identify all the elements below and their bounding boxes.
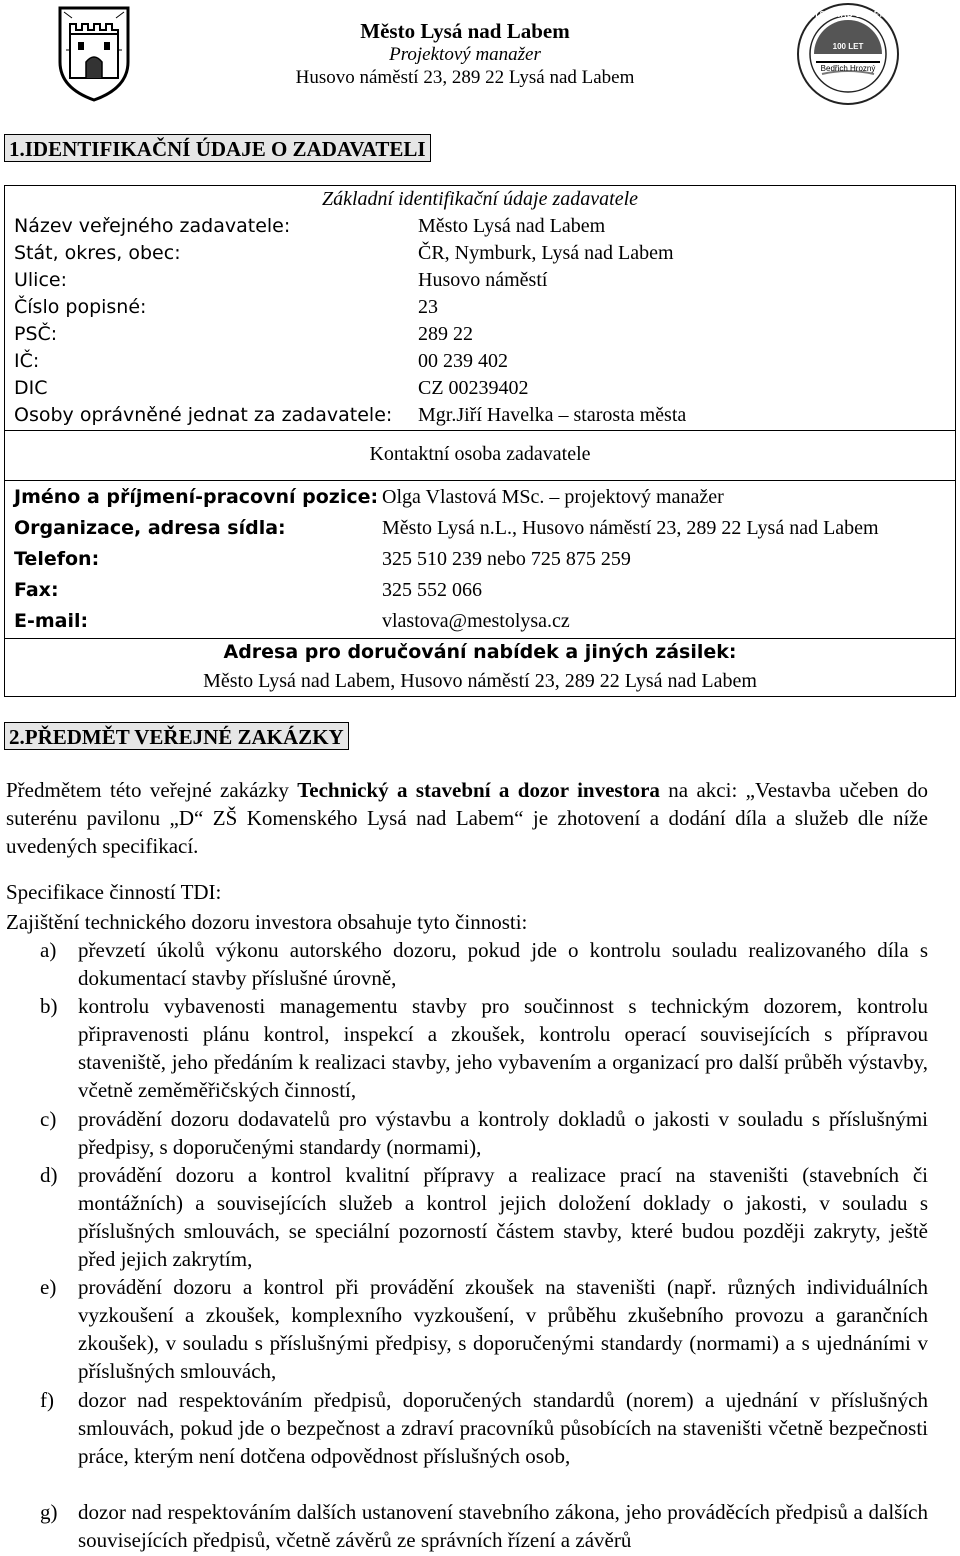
delivery-address: Město Lysá nad Labem, Husovo náměstí 23, 289 22 Lysá nad Labem (203, 670, 757, 692)
row-label: IČ: (14, 350, 40, 372)
row-label: DIC (14, 377, 48, 399)
seal-years: 100 LET (832, 42, 864, 51)
row-value: CZ 00239402 (418, 377, 529, 399)
seal-top-text: LYSÁ NAD LABEM (809, 10, 887, 19)
spec-heading: Specifikace činností TDI: (6, 880, 222, 904)
contact-value: Olga Vlastová MSc. – projektový manažer (382, 486, 724, 508)
list-item-text: provádění dozoru a kontrol kvalitní přípravy a realizace prací na staveništi (stavebních či montážních) a souvisejících služeb a kontrol jejich doložení doklady o jakosti, v souladu s příslušných smlouvách, se speciální pozorností částem stavby, které budou později zakryty, ještě před jejich zakrytím, (78, 1163, 928, 1271)
row-label: PSČ: (14, 323, 58, 345)
header-town: Město Lysá nad Labem (360, 19, 570, 43)
row-value: 00 239 402 (418, 350, 508, 372)
contact-label: Organizace, adresa sídla: (14, 517, 286, 539)
intro-text: na akci: „Vestavba učeben do suterénu pavilonu „D“ ZŠ Komenského Lysá nad Labem“ je zhotovení a dodání díla a služeb dle níže uvedených specifikací. (6, 778, 929, 858)
intro-text: Předmětem této veřejné zakázky (6, 778, 298, 802)
section-2-title: 2.PŘEDMĚT VEŘEJNÉ ZAKÁZKY (4, 722, 349, 750)
contact-label: Jméno a příjmení-pracovní pozice: (14, 486, 379, 508)
seal-brewery: Bedřich Hrozný (820, 64, 876, 73)
contact-value: 325 510 239 nebo 725 875 259 (382, 548, 631, 570)
list-item-letter: b) (40, 994, 58, 1018)
contact-label: Fax: (14, 579, 59, 601)
row-label: Název veřejného zadavatele: (14, 215, 291, 237)
list-item-text: dozor nad respektováním dalších ustanovení stavebního zákona, jeho prováděcích předpisů a dalších souvisejících předpisů, včetně závěrů ze správních řízení a závěrů (78, 1500, 928, 1552)
table-divider (4, 430, 956, 431)
header-address: Husovo náměstí 23, 289 22 Lysá nad Labem (295, 67, 635, 88)
list-item-text: provádění dozoru a kontrol při provádění zkoušek na staveništi (např. různých individuálních vyzkoušení a zkoušek, komplexního vyzkoušení, v průběhu zkušebního provozu a garančních zkoušek), v souladu s příslušnými předpisy, s doporučenými standardy (normami) a s ujednáními v příslušných smlouvách, (78, 1275, 928, 1383)
contact-title: Kontaktní osoba zadavatele (369, 443, 591, 465)
row-label: Číslo popisné: (14, 296, 147, 318)
header-role: Projektový manažer (389, 44, 541, 65)
table-title: Základní identifikační údaje zadavatele (321, 188, 639, 210)
row-label: Osoby oprávněné jednat za zadavatele: (14, 404, 393, 426)
row-value: 23 (418, 296, 438, 318)
coat-of-arms-logo (56, 4, 132, 102)
intro-bold-text: Technický a stavební a dozor investora (297, 778, 660, 802)
contact-label: Telefon: (14, 548, 100, 570)
list-item-letter: a) (40, 938, 57, 962)
row-label: Stát, okres, obec: (14, 242, 181, 264)
contact-value: 325 552 066 (382, 579, 482, 601)
intro-paragraph (6, 776, 928, 860)
list-item-text: převzetí úkolů výkonu autorského dozoru, pokud jde o kontrolu souladu realizovaného díla s dokumentací stavby příslušné úrovně, (78, 938, 928, 990)
section-1-title: 1.IDENTIFIKAČNÍ ÚDAJE O ZADAVATELI (4, 134, 431, 162)
anniversary-seal-logo (796, 2, 900, 106)
list-item-letter: d) (40, 1163, 58, 1187)
list-item-letter: g) (40, 1500, 58, 1524)
list-item-letter: c) (40, 1107, 57, 1131)
row-value: Město Lysá nad Labem (418, 215, 606, 237)
row-value: ČR, Nymburk, Lysá nad Labem (418, 242, 674, 264)
contact-value: Město Lysá n.L., Husovo náměstí 23, 289 22 Lysá nad Labem (382, 517, 879, 539)
list-item-text: dozor nad respektováním předpisů, doporučených standardů (norem) a ujednání v příslušných smlouvách, pokud jde o bezpečnost a zdraví pracovníků působících na staveništi včetně bezpečnosti práce, kterým není dotčena odpovědnost příslušných osob, (78, 1388, 928, 1468)
spec-intro: Zajištění technického dozoru investora obsahuje tyto činnosti: (6, 910, 528, 934)
list-item-letter: e) (40, 1275, 57, 1299)
table-divider (4, 480, 956, 481)
list-item-text: provádění dozoru dodavatelů pro výstavbu a kontroly dokladů o jakosti v souladu s příslušnými předpisy, s doporučenými standardy (normami), (78, 1107, 928, 1159)
contact-value: vlastova@mestolysa.cz (382, 610, 570, 632)
list-item-letter: f) (40, 1388, 54, 1412)
row-value: Mgr.Jiří Havelka – starosta města (418, 404, 687, 426)
delivery-title: Adresa pro doručování nabídek a jiných zásilek: (223, 641, 737, 663)
row-value: Husovo náměstí (418, 269, 548, 291)
list-item-text: kontrolu vybavenosti managementu stavby pro součinnost s technickým dozorem, kontrolu připravenosti plánu kontrol, inspekcí a zkoušek, kontrolu operací souvisejících s přípravou staveniště, jeho předáním k realizaci stavby, jeho vybavením a organizací pro další průběh výstavby, včetně zeměměřičských činností, (78, 994, 928, 1102)
row-value: 289 22 (418, 323, 473, 345)
contact-label: E-mail: (14, 610, 89, 632)
row-label: Ulice: (14, 269, 68, 291)
